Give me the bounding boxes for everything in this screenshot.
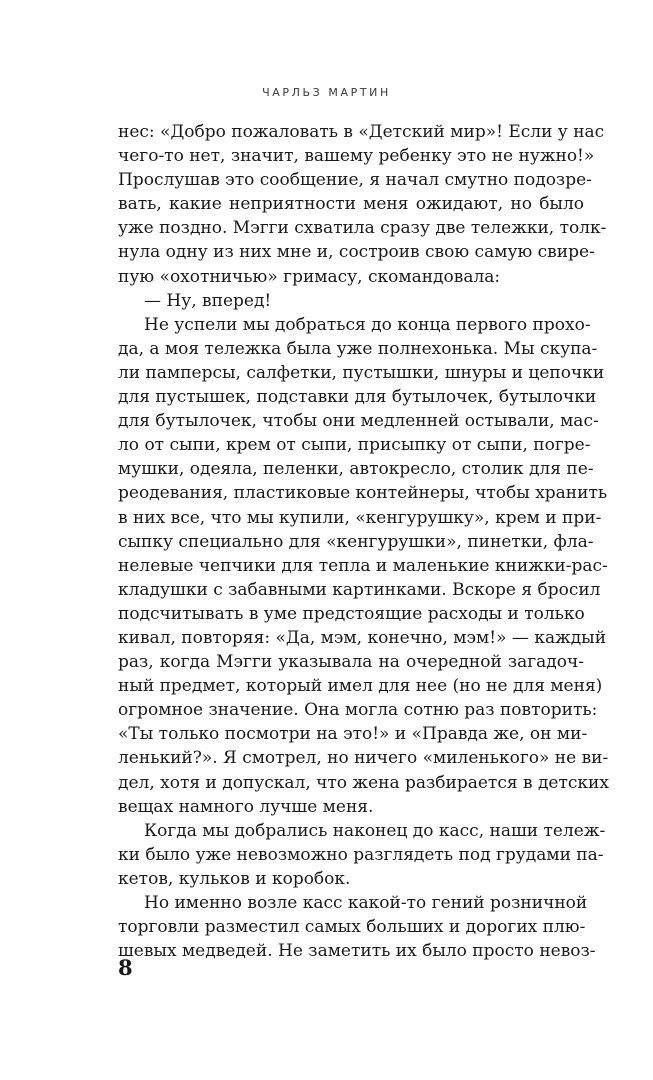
text-line: реодевания, пластиковые контейнеры, чтобы хранить bbox=[118, 483, 608, 504]
text-line: чего-то нет, значит, вашему ребенку это не нужно!» bbox=[118, 146, 595, 167]
text-line: в них все, что мы купили, «кенгурушку», крем и при- bbox=[118, 507, 602, 528]
text-line: кладушки с забавными картинками. Вскоре я бросил bbox=[118, 579, 601, 600]
text-line: нес: «Добро пожаловать в «Детский мир»! Если у нас bbox=[118, 122, 605, 142]
text-line: торговли разместил самых больших и дорогих плю- bbox=[118, 917, 586, 938]
text-line: — Ну, вперед! bbox=[144, 290, 272, 311]
text-line: огромное значение. Она могла сотню раз повторить: bbox=[118, 700, 598, 721]
text-line: ло от сыпи, крем от сыпи, присыпку от сыпи, погре- bbox=[118, 435, 591, 456]
text-line: Когда мы добрались наконец до касс, наши тележ- bbox=[144, 820, 606, 841]
page-number: 8 bbox=[118, 955, 133, 980]
text-line: ли памперсы, салфетки, пустышки, шнуры и цепочки bbox=[118, 362, 605, 383]
text-line: вать, какие неприятности меня ожидают, но было bbox=[118, 194, 584, 215]
text-line: да, а моя тележка была уже полнехонька. Мы скупа- bbox=[118, 338, 598, 359]
text-line: уже поздно. Мэгги схватила сразу две тележки, толк- bbox=[118, 218, 607, 239]
text-line: нула одну из них мне и, состроив свою самую свире- bbox=[118, 242, 595, 263]
text-line: Но именно возле касс какой-то гений розничной bbox=[144, 893, 588, 913]
text-line: ный предмет, который имел для нее (но не для меня) bbox=[118, 676, 603, 697]
text-line: мушки, одеяла, пеленки, автокресло, столик для пе- bbox=[118, 459, 594, 480]
text-line: подсчитывать в уме предстоящие расходы и только bbox=[118, 603, 585, 624]
text-line: вещах намного лучше меня. bbox=[118, 796, 374, 817]
text-line: кивал, повторяя: «Да, мэм, конечно, мэм!» — каждый bbox=[118, 627, 607, 648]
text-line: Не успели мы добраться до конца первого прохо- bbox=[144, 314, 591, 335]
text-line: кетов, кульков и коробок. bbox=[118, 868, 351, 889]
text-line: сыпку специально для «кенгурушки», пинетки, фла- bbox=[118, 531, 594, 552]
text-line: Прослушав это сообщение, я начал смутно подозре- bbox=[118, 170, 592, 191]
text-line: для бутылочек, чтобы они медленней остывали, мас- bbox=[118, 411, 599, 432]
text-line: нелевые чепчики для тепла и маленькие книжки-рас- bbox=[118, 555, 608, 576]
text-line: для пустышек, подставки для бутылочек, бутылочки bbox=[118, 387, 597, 408]
text-line: дел, хотя и допускал, что жена разбирается в детских bbox=[118, 772, 609, 793]
text-line: раз, когда Мэгги указывала на очередной загадоч- bbox=[118, 652, 584, 673]
text-line: «Ты только посмотри на это!» и «Правда же, он ми- bbox=[118, 724, 588, 745]
running-title: ЧАРЛЬЗ МАРТИН bbox=[262, 86, 391, 99]
text-line: ки было уже невозможно разглядеть под грудами па- bbox=[118, 844, 604, 865]
text-line: ленький?». Я смотрел, но ничего «миленького» не ви- bbox=[118, 748, 609, 769]
text-line: пую «охотничью» гримасу, скомандовала: bbox=[118, 266, 501, 287]
text-line: шевых медведей. Не заметить их было просто невоз- bbox=[118, 941, 596, 962]
body-text bbox=[118, 120, 609, 963]
